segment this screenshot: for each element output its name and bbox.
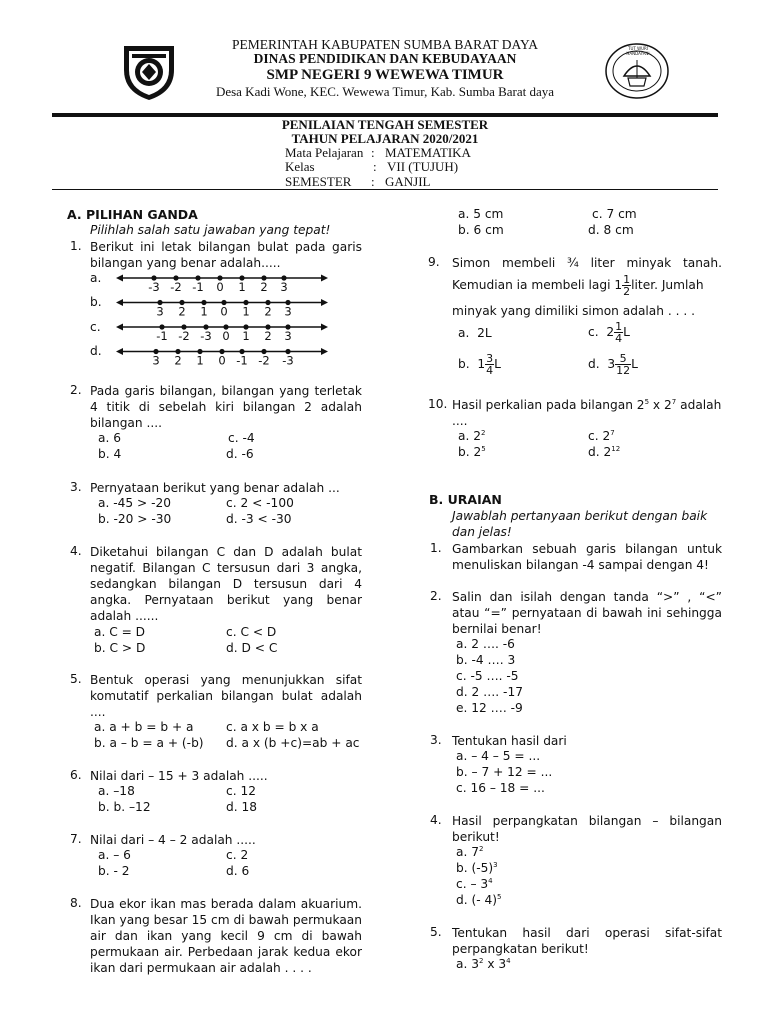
b-q2-item-a: a. 2 …. -6 — [456, 637, 515, 651]
q7-text: Nilai dari – 4 – 2 adalah ..... — [90, 833, 256, 847]
q4-option-d[interactable]: d. D < C — [226, 641, 278, 655]
number-line-label: 1 — [242, 329, 250, 343]
number-line-label: -3 — [148, 280, 160, 294]
arrow-right-icon — [321, 299, 328, 306]
b-q2-item-c: c. -5 …. -5 — [456, 669, 519, 683]
q2-option-a[interactable]: a. 6 — [98, 431, 121, 445]
arrow-right-icon — [321, 348, 328, 355]
q2-option-b[interactable]: b. 4 — [98, 447, 122, 461]
q6-number: 6. — [70, 768, 82, 782]
q5-text: Bentuk operasi yang menunjukkan sifat komutatif perkalian bilangan bulat adalah .... — [90, 673, 362, 719]
q3-option-b[interactable]: b. -20 > -30 — [98, 512, 172, 526]
q8-option-d[interactable]: d. 8 cm — [588, 223, 634, 237]
number-line-label: 2 — [178, 304, 186, 319]
number-line-label: 3 — [284, 329, 292, 343]
q5-number: 5. — [70, 672, 82, 686]
arrow-right-icon — [321, 324, 328, 331]
q7-option-a[interactable]: a. – 6 — [98, 848, 131, 862]
q7-option-b[interactable]: b. - 2 — [98, 864, 130, 878]
q9-text-line2: Kemudian ia membeli lagi 1 $\frac{1}{2}$ liter. Jumlah — [452, 273, 704, 298]
b-q4-number: 4. — [430, 813, 442, 827]
number-line-label: -2 — [178, 329, 190, 343]
arrow-left-icon — [116, 348, 123, 355]
q8-option-c[interactable]: c. 7 cm — [592, 207, 637, 221]
header-department: DINAS PENDIDIKAN DAN KEBUDAYAAN — [253, 51, 517, 66]
q10-number: 10. — [428, 397, 448, 411]
b-q5-number: 5. — [430, 925, 442, 939]
q4-option-a[interactable]: a. C = D — [94, 625, 146, 639]
q1-number: 1. — [70, 239, 82, 253]
q1-text: Berikut ini letak bilangan bulat pada garis bilangan yang benar adalah..... — [90, 240, 362, 270]
b-q4-item-b: b. $(-5)^3$ — [456, 861, 498, 875]
q10-option-c[interactable]: c. $2^7$ — [588, 429, 615, 443]
q7-option-d[interactable]: d. 6 — [226, 864, 250, 878]
number-line-label: 1 — [200, 304, 208, 319]
q5-option-d[interactable]: d. a x (b +c)=ab + ac — [226, 736, 360, 750]
b-q3-item-b: b. – 7 + 12 = ... — [456, 765, 553, 779]
number-line-label: 1 — [238, 280, 246, 294]
q3-number: 3. — [70, 480, 82, 494]
q6-text: Nilai dari – 15 + 3 adalah ..... — [90, 769, 268, 783]
q9-fraction: $\frac{1}{2}$ — [623, 273, 631, 298]
q2-text: Pada garis bilangan, bilangan yang terletak 4 titik di sebelah kiri bilangan 2 adalah bilangan .... — [90, 384, 362, 430]
b-q4-item-d: d. (- 4)$^5$ — [456, 893, 502, 907]
number-line-label: 3 — [152, 353, 160, 368]
number-line-label: 0 — [220, 304, 228, 319]
q3-option-c[interactable]: c. 2 < -100 — [226, 496, 294, 510]
number-line-label: 1 — [196, 353, 204, 368]
b-q2-item-e: e. 12 …. -9 — [456, 701, 523, 715]
q10-text: Hasil perkalian pada bilangan $2^5$ x $2^7$ adalah — [452, 398, 722, 412]
number-line-label: -2 — [258, 353, 270, 368]
q10-option-b[interactable]: b. $2^5$ — [458, 445, 486, 459]
number-line-a — [116, 275, 328, 295]
exam-title: PENILAIAN TENGAH SEMESTER — [281, 117, 489, 132]
q6-option-b[interactable]: b. b. –12 — [98, 800, 151, 814]
b-q2-item-d: d. 2 …. -17 — [456, 685, 523, 699]
number-line-label: 0 — [218, 353, 226, 368]
exam-year: TAHUN PELAJARAN 2020/2021 — [291, 131, 479, 146]
number-line-label: 2 — [264, 304, 272, 319]
q4-option-c[interactable]: c. C < D — [226, 625, 277, 639]
tut-wuri-handayani-logo — [604, 42, 670, 100]
arrow-left-icon — [116, 275, 123, 282]
header-address: Desa Kadi Wone, KEC. Wewewa Timur, Kab. Sumba Barat daya — [215, 84, 555, 99]
q4-option-b[interactable]: b. C > D — [94, 641, 146, 655]
q8-option-a[interactable]: a. 5 cm — [458, 207, 504, 221]
q8-number: 8. — [70, 896, 82, 910]
section-b-heading: B. URAIAN — [429, 492, 502, 507]
number-line-label: -1 — [236, 353, 248, 368]
q1-number-lines — [112, 268, 334, 374]
number-line-label: 0 — [222, 329, 230, 343]
q9-option-a[interactable]: a. 2L — [458, 326, 492, 340]
b-q3-item-a: a. – 4 – 5 = ... — [456, 749, 541, 763]
b-q3-item-c: c. 16 – 18 = ... — [456, 781, 545, 795]
b-q3-text: Tentukan hasil dari — [452, 734, 567, 748]
b-q3-number: 3. — [430, 733, 442, 747]
q2-option-c[interactable]: c. -4 — [228, 431, 255, 445]
q10-option-a[interactable]: a. $2^2$ — [458, 429, 486, 443]
q3-option-a[interactable]: a. -45 > -20 — [98, 496, 171, 510]
exam-subject: Mata Pelajaran : MATEMATIKA — [285, 145, 471, 160]
number-line-label: 2 — [260, 280, 268, 294]
q9-option-d[interactable]: d. 3 $\frac{5}{12}$ L — [588, 352, 638, 377]
q10-option-d[interactable]: d. $2^{12}$ — [588, 445, 621, 459]
q7-option-c[interactable]: c. 2 — [226, 848, 249, 862]
q1-label-a: a. — [90, 271, 102, 285]
b-q1-text: Gambarkan sebuah garis bilangan untuk menuliskan bilangan -4 sampai dengan 4! — [452, 542, 722, 572]
exam-class: Kelas : VII (TUJUH) — [285, 159, 459, 174]
section-a-instruction: Pilihlah salah satu jawaban yang tepat! — [90, 223, 331, 237]
b-q2-item-b: b. -4 …. 3 — [456, 653, 516, 667]
b-q2-number: 2. — [430, 589, 442, 603]
q4-text: Diketahui bilangan C dan D adalah bulat negatif. Bilangan C tersusun dari 3 angka, sedangkan bilangan D tersusun dari 4 angka. Pernyataan berikut yang benar adalah ...... — [90, 545, 362, 623]
section-b-instruction: Jawablah pertanyaan berikut dengan baik dan jelas! — [452, 509, 708, 539]
q1-label-c: c. — [90, 320, 101, 334]
number-line-b — [116, 299, 328, 319]
number-line-label: 3 — [156, 304, 164, 319]
number-line-label: -3 — [200, 329, 212, 343]
b-q4-item-c: c. – $3^4$ — [456, 877, 493, 891]
arrow-right-icon — [321, 275, 328, 282]
q4-number: 4. — [70, 544, 82, 558]
number-line-d — [116, 348, 328, 368]
arrow-left-icon — [116, 324, 123, 331]
header-divider-thin — [52, 189, 718, 190]
q3-text: Pernyataan berikut yang benar adalah ... — [90, 481, 340, 495]
q2-option-d[interactable]: d. -6 — [226, 447, 254, 461]
number-line-label: -1 — [192, 280, 204, 294]
b-q5-text: Tentukan hasil dari operasi sifat-sifat perpangkatan berikut! — [452, 926, 722, 956]
header-school: SMP NEGERI 9 WEWEWA TIMUR — [266, 67, 504, 83]
number-line-c — [116, 324, 328, 344]
b-q4-text: Hasil perpangkatan bilangan – bilangan berikut! — [452, 814, 722, 844]
number-line-label: 3 — [284, 304, 292, 319]
number-line-label: -2 — [170, 280, 182, 294]
q8-text: Dua ekor ikan mas berada dalam akuarium. Ikan yang besar 15 cm di bawah permukaan air dan ikan yang kecil 9 cm di bawah permukaan air. Perbedaan jarak kedua ekor ikan dari permukaan air adalah . . . . — [90, 897, 362, 975]
q5-option-c[interactable]: c. a x b = b x a — [226, 720, 319, 734]
number-line-label: 2 — [264, 329, 272, 343]
q7-number: 7. — [70, 832, 82, 846]
header-government: PEMERINTAH KABUPATEN SUMBA BARAT DAYA — [232, 37, 538, 52]
q3-option-d[interactable]: d. -3 < -30 — [226, 512, 292, 526]
q10-dots: .... — [452, 414, 468, 428]
section-a-heading: A. PILIHAN GANDA — [67, 207, 198, 222]
q9-number: 9. — [428, 255, 440, 269]
q9-text-line3: minyak yang dimiliki simon adalah . . . . — [452, 304, 695, 318]
number-line-label: -3 — [282, 353, 294, 368]
number-line-label: 2 — [174, 353, 182, 368]
q1-label-b: b. — [90, 295, 102, 309]
arrow-left-icon — [116, 299, 123, 306]
q5-option-b[interactable]: b. a – b = a + (-b) — [94, 736, 204, 750]
b-q4-item-a: a. $7^2$ — [456, 845, 484, 859]
number-line-label: 1 — [242, 304, 250, 319]
q6-option-a[interactable]: a. –18 — [98, 784, 135, 798]
q6-option-d[interactable]: d. 18 — [226, 800, 257, 814]
q8-option-b[interactable]: b. 6 cm — [458, 223, 504, 237]
number-line-label: 0 — [216, 280, 224, 294]
number-line-label: -1 — [156, 329, 168, 343]
q6-option-c[interactable]: c. 12 — [226, 784, 256, 798]
q9-option-b[interactable]: b. 1 $\frac{3}{4}$ L — [458, 352, 501, 377]
q2-number: 2. — [70, 383, 82, 397]
logo-motto: TUT WURI HANDAYANI — [626, 46, 650, 56]
b-q5-item-a: a. $3^2$ x $3^4$ — [456, 957, 511, 971]
number-line-label: 3 — [280, 280, 288, 294]
q9-text-line1: Simon membeli ¾ liter minyak tanah. — [452, 256, 722, 270]
q1-label-d: d. — [90, 344, 102, 358]
b-q1-number: 1. — [430, 541, 442, 555]
exam-semester: SEMESTER : GANJIL — [285, 174, 431, 189]
q9-option-c[interactable]: c. 2 $\frac{1}{4}$ L — [588, 320, 630, 345]
q5-option-a[interactable]: a. a + b = b + a — [94, 720, 194, 734]
b-q2-text: Salin dan isilah dengan tanda “>” , “<” atau “=” pernyataan di bawah ini sehingga bernilai benar! — [452, 590, 722, 636]
